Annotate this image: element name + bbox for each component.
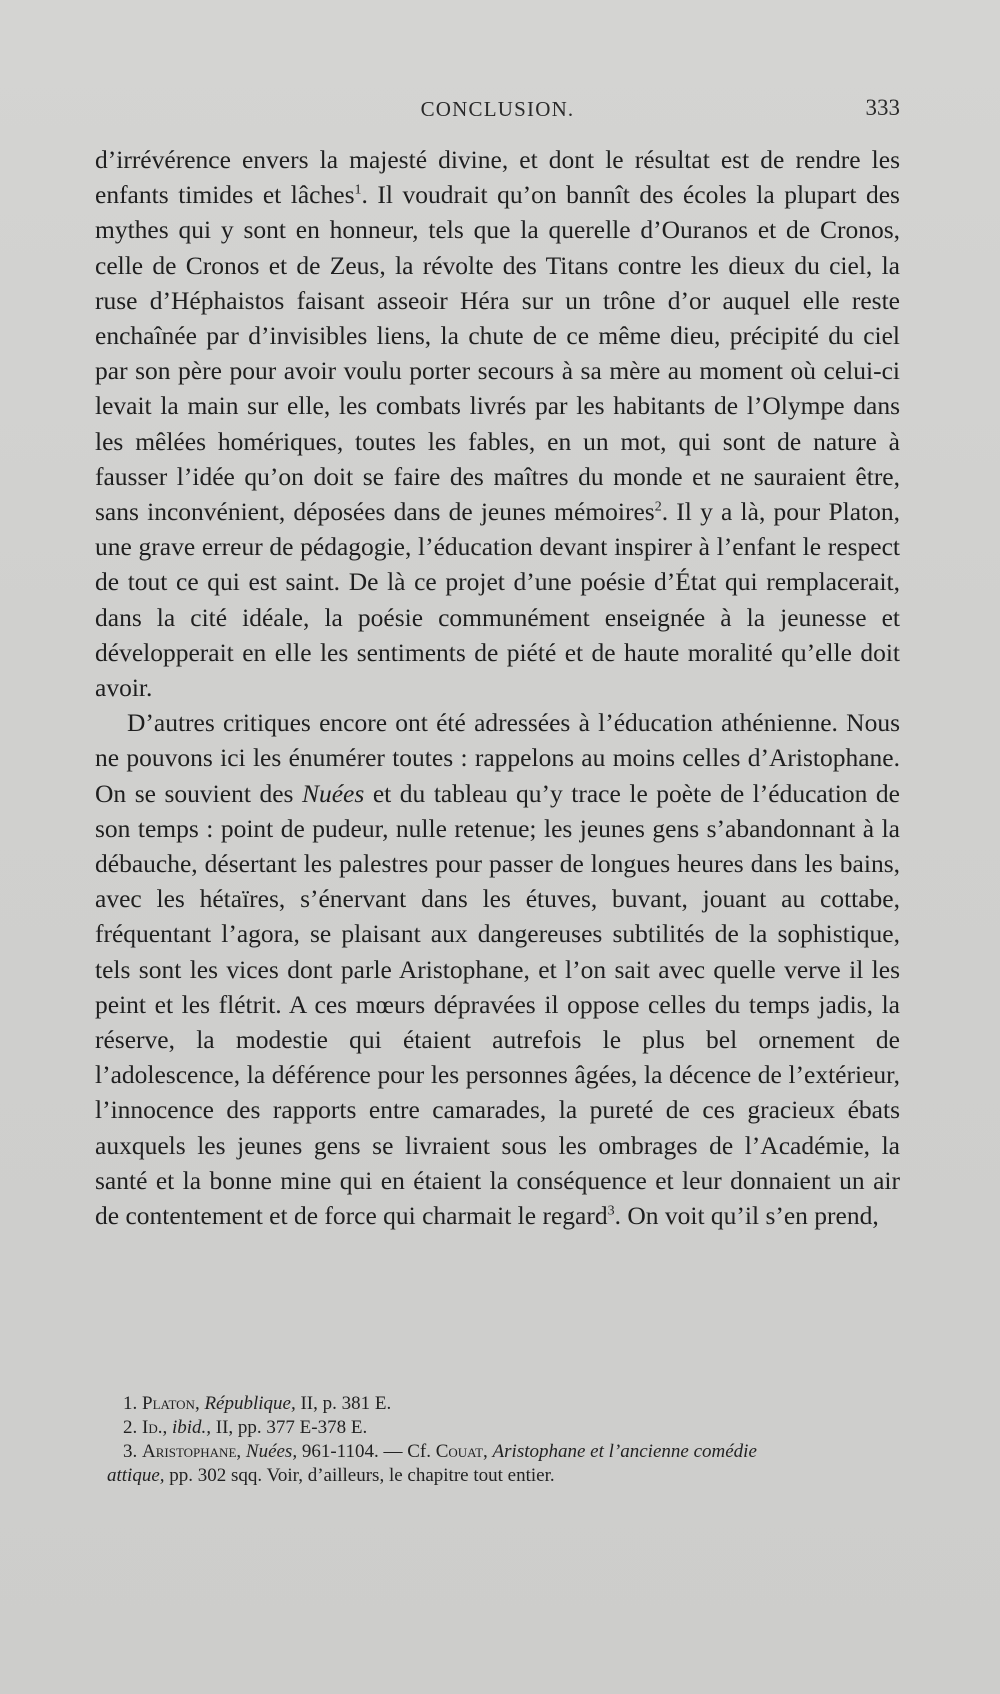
- footnote-1: [95, 1392, 905, 1416]
- footnote-1-number: 1.: [123, 1393, 142, 1414]
- paragraph-1-text-a: d’irrévérence envers la majesté divine, et dont le résultat est de rendre les enfants timides et lâches: [95, 145, 900, 210]
- paragraph-2-text-c: . On voit qu’il s’en prend,: [614, 1201, 879, 1231]
- footnote-3-title-2-end: attique,: [107, 1465, 165, 1486]
- footnote-2: [95, 1416, 905, 1440]
- paragraph-1-text-c: . Il y a là, pour Platon, une grave erreur de pédagogie, l’éducation devant inspirer à l’enfant le respect de tout ce qui est saint. De là ce projet d’une poésie d’État qui remplacerait, dans la cité idéale, la poésie communément enseignée à la jeunesse et développerait en elle les sentiments de piété et de haute moralité qu’elle doit avoir.: [95, 497, 900, 703]
- running-head: CONCLUSION.: [420, 97, 575, 121]
- footnote-2-ref: II, pp. 377 E-378 E.: [211, 1417, 368, 1438]
- footnote-3: [95, 1440, 905, 1464]
- footnote-3-rest: pp. 302 sqq. Voir, d’ailleurs, le chapitre tout entier.: [164, 1465, 555, 1486]
- paragraph-2-text-b: et du tableau qu’y trace le poète de l’éducation de son temps : point de pudeur, nulle retenue; les jeunes gens s’abandonnant à la débauche, désertant les palestres pour passer de longues heures dans les bains, avec les hétaïres, s’énervant dans les étuves, buvant, jouant au cottabe, fréquentant l’agora, se plaisant aux dangereuses subtilités de la sophistique, tels sont les vices dont parle Aristophane, et l’on sait avec quelle verve il les peint et les flétrit. A ces mœurs dépravées il oppose celles du temps jadis, la réserve, la modestie qui étaient autrefois le plus bel ornement de l’adolescence, la déférence pour les personnes âgées, la décence de l’extérieur, l’innocence des rapports entre camarades, la pureté de ces gracieux ébats auxquels les jeunes gens se livraient sous les ombrages de l’Académie, la santé et la bonne mine qui en étaient la conséquence et leur donnaient un air de contentement et de force qui charmait le regard: [95, 778, 900, 1231]
- footnote-3-continued: [95, 1464, 905, 1488]
- footnote-3-title-2: Aristophane et l’ancienne comédie: [492, 1441, 757, 1462]
- footnotes: [95, 1392, 905, 1488]
- footnote-3-author: Aristophane,: [142, 1441, 242, 1462]
- footnote-3-ref: 961-1104. — Cf.: [297, 1441, 436, 1462]
- footnote-ref-1: 1: [354, 182, 362, 198]
- footnote-ref-2: 2: [654, 499, 662, 515]
- page-header: [95, 93, 900, 127]
- paragraph-1: [95, 142, 900, 705]
- main-text: [95, 142, 900, 1233]
- footnote-2-title: ibid.,: [171, 1417, 212, 1438]
- footnote-1-ref: II, p. 381 E.: [295, 1393, 392, 1414]
- work-title-nuees: Nuées: [301, 778, 365, 808]
- footnote-2-author: Id.,: [142, 1417, 168, 1438]
- paragraph-1-text-b: . Il voudrait qu’on bannît des écoles la plupart des mythes qui y sont en honneur, tels que la querelle d’Ouranos et de Cronos, celle de Cronos et de Zeus, la révolte des Titans contre les dieux du ciel, la ruse d’Héphaistos faisant asseoir Héra sur un trône d’or auquel elle reste enchaînée par d’invisibles liens, la chute de ce même dieu, précipité du ciel par son père pour avoir voulu porter secours à sa mère au moment où celui-ci levait la main sur elle, les combats livrés par les habitants de l’Olympe dans les mêlées homériques, toutes les fables, en un mot, qui sont de nature à fausser l’idée qu’on doit se faire des maîtres du monde et ne sauraient être, sans inconvénient, déposées dans de jeunes mémoires: [95, 180, 900, 527]
- footnote-1-title: République,: [204, 1393, 296, 1414]
- footnote-ref-3: 3: [607, 1203, 615, 1219]
- footnote-1-author: Platon,: [142, 1393, 200, 1414]
- page-number: 333: [865, 95, 900, 120]
- footnote-2-number: 2.: [123, 1417, 142, 1438]
- paragraph-2-text-a: D’autres critiques encore ont été adressées à l’éducation athénienne. Nous ne pouvons ici les énumérer toutes : rappelons au moins celles d’Aristophane. On se souvient des: [95, 708, 900, 808]
- footnote-3-number: 3.: [123, 1441, 142, 1462]
- footnote-3-title: Nuées,: [245, 1441, 298, 1462]
- paragraph-2: [95, 705, 900, 1233]
- footnote-3-author-2: Couat,: [435, 1441, 488, 1462]
